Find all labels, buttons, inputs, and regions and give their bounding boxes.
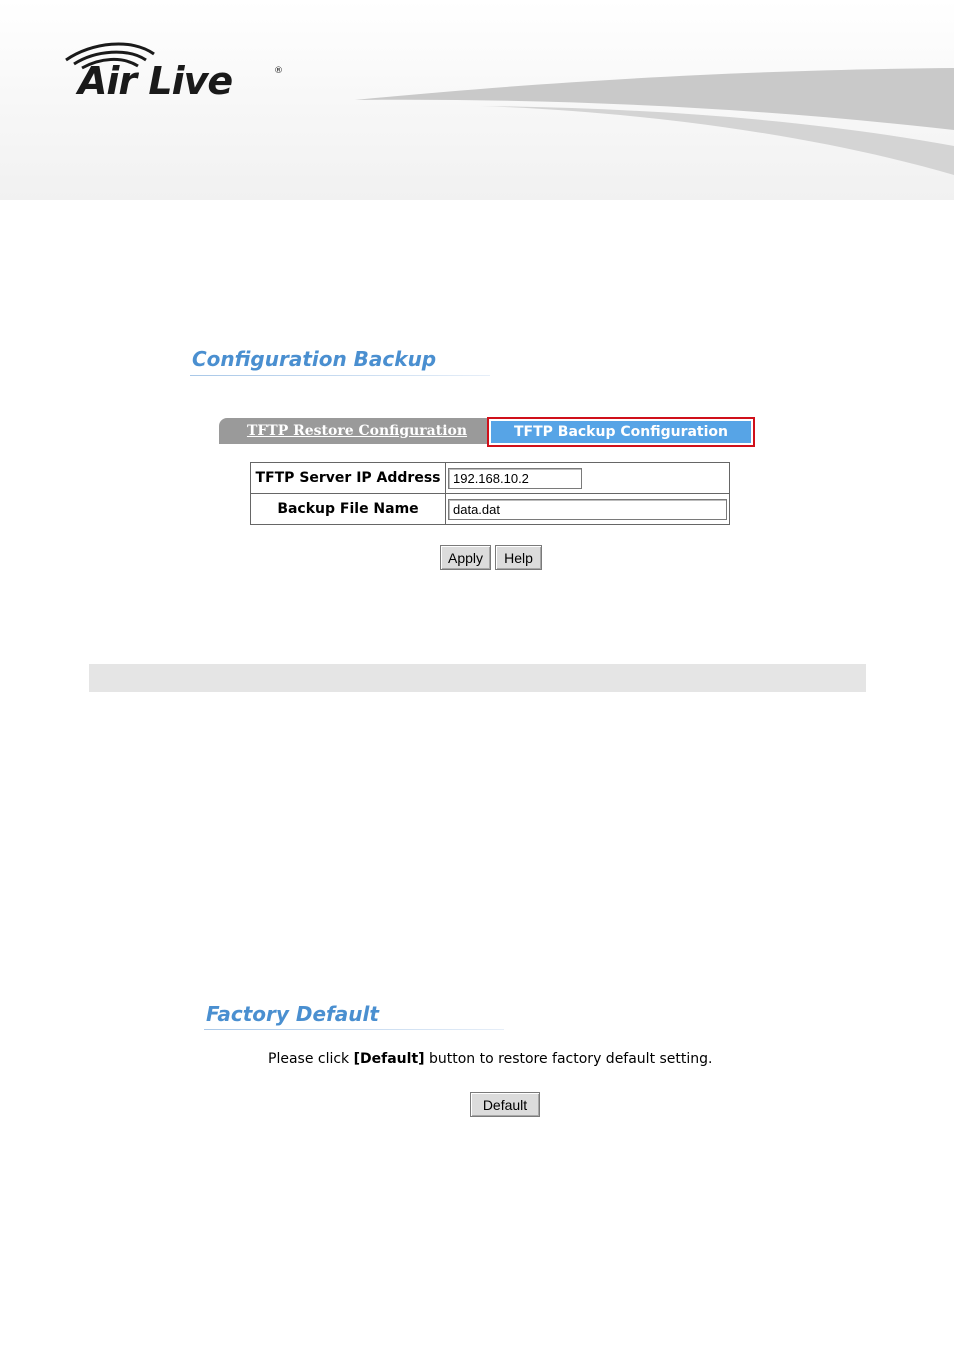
registered-mark: ® (274, 66, 283, 76)
configuration-backup-title: Configuration Backup (192, 347, 437, 371)
title-underline (204, 1029, 504, 1030)
brand-wordmark: Air Live (78, 59, 233, 103)
apply-button[interactable]: Apply (440, 545, 491, 570)
factory-default-title: Factory Default (206, 1002, 379, 1026)
backup-file-name-input[interactable] (448, 499, 727, 520)
factory-default-instruction (268, 1051, 713, 1067)
tftp-backup-form (250, 462, 730, 525)
airlive-logo (62, 40, 292, 110)
table-row (251, 494, 730, 525)
tab-tftp-backup-configuration[interactable] (487, 417, 755, 447)
section-divider-bar (89, 664, 866, 692)
backup-file-name-label: Backup File Name (251, 494, 446, 525)
table-row (251, 463, 730, 494)
server-ip-cell (446, 463, 730, 494)
title-underline (190, 375, 490, 376)
default-button[interactable]: Default (470, 1092, 540, 1117)
tab-tftp-restore-configuration[interactable]: TFTP Restore Configuration (219, 418, 487, 444)
help-button[interactable]: Help (495, 545, 542, 570)
server-ip-input[interactable] (448, 468, 582, 489)
backup-file-name-cell (446, 494, 730, 525)
instruction-suffix: button to restore factory default setting. (424, 1051, 713, 1067)
instruction-prefix: Please click (268, 1051, 354, 1067)
instruction-default-keyword: [Default] (353, 1051, 425, 1067)
tab-backup-label: TFTP Backup Configuration (491, 421, 751, 443)
server-ip-label: TFTP Server IP Address (251, 463, 446, 494)
